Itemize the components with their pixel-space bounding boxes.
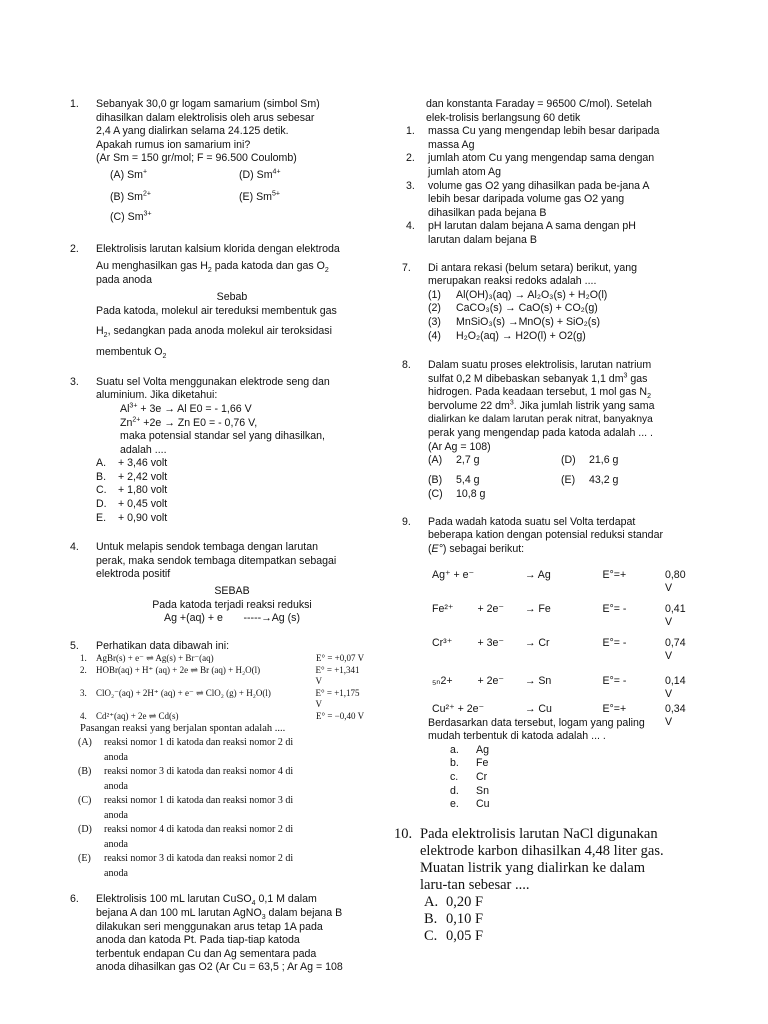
answer-option[interactable]: (D) 21,6 g xyxy=(561,454,619,467)
question-text: Pada wadah katoda suatu sel Volta terdapat xyxy=(428,515,636,528)
question-text: elektrode karbon dihasilkan 4,48 liter gas. xyxy=(420,842,664,859)
answer-option[interactable]: C. 0,05 F xyxy=(424,927,484,944)
question-text: Di antara rekasi (belum setara) berikut, yang xyxy=(428,261,638,274)
statement-option[interactable]: 1. massa Cu yang mengendap lebih besar daripada massa Ag xyxy=(406,125,660,151)
question-text: 2,4 A yang dialirkan selama 24.125 detik. xyxy=(96,125,289,138)
question-text: Muatan listrik yang dialirkan ke dalam xyxy=(420,859,646,876)
question-number: 8. xyxy=(402,359,411,372)
potential-row: Cr³⁺ + 3e⁻ → Cr E°= - 0,74 V xyxy=(432,636,686,663)
question-text: Pada katoda, molekul air tereduksi membentuk gas xyxy=(96,304,337,317)
question-text: laru-tan sebesar .... xyxy=(420,876,530,893)
answer-option[interactable]: e. Cu xyxy=(450,798,490,811)
statement-option[interactable]: 2. jumlah atom Cu yang mengendap sama dengan jumlah atom Ag xyxy=(406,152,655,178)
equation: $Al^{3+} + 3e \to Al$ E0 = - 1,66 V xyxy=(120,402,252,415)
left-column xyxy=(70,98,368,975)
answer-option[interactable]: (A) reaksi nomor 1 di katoda dan reaksi nomor 2 di anoda xyxy=(78,737,294,763)
potential-row: ₅ₙ2+ + 2e⁻ → Sn E°= - 0,14 V xyxy=(432,674,686,701)
equation: Ag +(aq) + e -----→Ag (s) xyxy=(164,612,300,625)
question-text: dihasilkan dalam elektrolisis oleh arus sebesar xyxy=(96,111,315,124)
answer-option[interactable]: d. Sn xyxy=(450,784,489,797)
answer-option[interactable]: (4) H₂O₂(aq) → H2O(l) + O2(g) xyxy=(428,329,586,342)
question-text: Pada elektrolisis larutan NaCl digunakan xyxy=(420,825,658,842)
question-6 xyxy=(70,893,368,975)
question-text: aluminium. Jika diketahui: xyxy=(96,389,218,402)
question-text: Apakah rumus ion samarium ini? xyxy=(96,138,251,151)
question-number: 5. xyxy=(70,639,79,652)
answer-option[interactable]: A. 0,20 F xyxy=(424,893,484,910)
potential-row: Ag⁺ + e⁻ → Ag E°=+ 0,80 V xyxy=(432,568,686,595)
question-4 xyxy=(70,541,368,626)
question-text: (E°) sebagai berikut: xyxy=(428,543,525,556)
reaction-row: 4. Cd²⁺(aq) + 2e ⇌ Cd(s) E° = −0,40 V xyxy=(80,710,365,721)
question-number: 1. xyxy=(70,98,79,110)
question-text: Au menghasilkan gas $H_2$ pada katoda dan gas $O_2$ xyxy=(96,260,329,275)
equation: $Zn^{2+} +2e \to Zn$ E0 = - 0,76 V, xyxy=(120,415,258,429)
answer-option[interactable]: (E) reaksi nomor 3 di katoda dan reaksi nomor 2 di anoda xyxy=(78,853,294,879)
question-number: 4. xyxy=(70,541,79,554)
question-text: mudah terbentuk di katoda adalah ... . xyxy=(428,730,606,743)
question-5 xyxy=(70,640,368,882)
question-text: hidrogen. Pada keadaan tersebut, 1 mol gas $N_2$ xyxy=(428,386,651,401)
question-text: Berdasarkan data tersebut, logam yang paling xyxy=(428,716,645,729)
answer-option[interactable]: (B) 5,4 g xyxy=(428,474,480,487)
question-7 xyxy=(402,262,694,344)
question-text: membentuk $O_2$ xyxy=(96,346,167,361)
sebab-label: Sebab xyxy=(216,291,248,304)
potential-row: Cu²⁺ + 2e⁻ → Cu E°=+ 0,34 V xyxy=(432,702,686,729)
answer-option[interactable]: (C) reaksi nomor 1 di katoda dan reaksi nomor 3 di anoda xyxy=(78,795,294,821)
right-column xyxy=(394,98,694,945)
answer-option[interactable]: (E) $Sm^{5+}$ xyxy=(239,190,280,203)
question-3 xyxy=(70,376,368,526)
sebab-label: SEBAB xyxy=(214,585,250,598)
answer-option[interactable]: A. + 3,46 volt xyxy=(96,457,168,470)
answer-option[interactable]: a. Ag xyxy=(450,743,489,756)
question-text: (Ar Ag = 108) xyxy=(428,440,491,453)
question-text: dialirkan ke dalam larutan perak nitrat, banyaknya xyxy=(428,414,653,426)
question-text: maka potensial standar sel yang dihasilkan, xyxy=(120,430,325,443)
answer-option[interactable]: E. + 0,90 volt xyxy=(96,511,168,524)
question-text: $H_2$, sedangkan pada anoda molekul air teroksidasi xyxy=(96,324,332,339)
question-text: bejana A dan 100 mL larutan AgNO$_3$ dalam bejana B xyxy=(96,907,343,922)
question-number: 6. xyxy=(70,893,79,906)
question-2 xyxy=(70,243,368,360)
question-text: elektroda positif xyxy=(96,568,171,581)
question-text: bervolume 22 $dm^3$. Jika jumlah listrik yang sama xyxy=(428,399,655,412)
question-6-continued xyxy=(402,98,694,248)
answer-option[interactable]: (1) Al(OH)₃(aq) → Al₂O₃(s) + H₂O(l) xyxy=(428,288,608,301)
question-text: Perhatikan data dibawah ini: xyxy=(96,639,230,652)
question-text: merupakan reaksi redoks adalah .... xyxy=(428,275,597,288)
reaction-row: 3. ClO₂⁻(aq) + 2H⁺ (aq) + e⁻ ⇌ ClO₂ (g) + H₂O(l) E° = +1,175 V xyxy=(80,687,360,710)
answer-option[interactable]: (B) reaksi nomor 3 di katoda dan reaksi nomor 4 di anoda xyxy=(78,766,294,792)
reaction-row: 1. AgBr(s) + e⁻ ⇌ Ag(s) + Br⁻(aq) E° = +0,07 V xyxy=(80,653,365,664)
question-text: anoda dan katoda Pt. Pada tiap-tiap katoda xyxy=(96,934,300,947)
answer-option[interactable]: (C) $Sm^{3+}$ xyxy=(110,210,152,223)
answer-option[interactable]: D. + 0,45 volt xyxy=(96,498,168,511)
question-text: anoda dihasilkan gas O2 (Ar Cu = 63,5 ; Ar Ag = 108 xyxy=(96,961,343,974)
answer-option[interactable]: (E) 43,2 g xyxy=(561,474,619,487)
question-8 xyxy=(402,359,694,502)
statement-option[interactable]: 3. volume gas O2 yang dihasilkan pada be-jana A lebih besar daripada volume gas O2 yang dihasilkan pada bejana B xyxy=(406,179,650,219)
statement-option[interactable]: 4. pH larutan dalam bejana A sama dengan pH larutan dalam bejana B xyxy=(406,220,636,246)
question-text: adalah .... xyxy=(120,443,167,456)
question-text: perak, maka sendok tembaga ditempatkan sebagai xyxy=(96,554,337,567)
question-text: Pasangan reaksi yang berjalan spontan adalah .... xyxy=(80,723,286,735)
question-text: Pada katoda terjadi reaksi reduksi xyxy=(152,598,312,611)
question-text: Sebanyak 30,0 gr logam samarium (simbol Sm) xyxy=(96,98,320,110)
question-1 xyxy=(70,98,368,225)
question-text: Dalam suatu proses elektrolisis, larutan natrium xyxy=(428,359,652,372)
question-number: 9. xyxy=(402,515,411,528)
answer-option[interactable]: (A) Sm+ xyxy=(110,168,148,181)
potential-row: Fe²⁺ + 2e⁻ → Fe E°= - 0,41 V xyxy=(432,602,686,629)
answer-option[interactable]: (D) $Sm^{4+}$ xyxy=(239,168,281,181)
question-text: Untuk melapis sendok tembaga dengan larutan xyxy=(96,541,319,554)
question-number: 7. xyxy=(402,261,411,274)
answer-option[interactable]: (3) MnSiO₃(s) →MnO(s) + SiO₂(s) xyxy=(428,315,601,328)
answer-option[interactable]: C. + 1,80 volt xyxy=(96,484,168,497)
question-text: dan konstanta Faraday = 96500 C/mol). Setelah xyxy=(426,98,652,110)
answer-option[interactable]: B. + 2,42 volt xyxy=(96,470,168,483)
question-text: terbentuk endapan Cu dan Ag sementara pada xyxy=(96,947,317,960)
answer-option[interactable]: (D) reaksi nomor 4 di katoda dan reaksi nomor 2 di anoda xyxy=(78,824,294,850)
question-text: dilakukan seri menggunakan arus tetap 1A pada xyxy=(96,920,323,933)
answer-option[interactable]: (B) $Sm^{2+}$ xyxy=(110,190,151,203)
question-text: Suatu sel Volta menggunakan elektrode seng dan xyxy=(96,375,330,388)
answer-option[interactable]: c. Cr xyxy=(450,771,488,783)
question-number: 10. xyxy=(394,825,413,842)
question-10 xyxy=(394,826,694,945)
question-text: perak yang mengendap pada katoda adalah ... . xyxy=(428,427,653,440)
question-text: elek-trolisis berlangsung 60 detik xyxy=(426,111,581,124)
question-text: (Ar Sm = 150 gr/mol; F = 96.500 Coulomb) xyxy=(96,152,297,165)
question-9 xyxy=(402,516,694,812)
question-number: 2. xyxy=(70,242,79,255)
question-text: pada anoda xyxy=(96,273,152,286)
answer-option[interactable]: (C) 10,8 g xyxy=(428,488,486,501)
answer-option[interactable]: B. 0,10 F xyxy=(424,910,484,927)
answer-option[interactable]: (2) CaCO₃(s) → CaO(s) + CO₂(g) xyxy=(428,302,598,315)
answer-option[interactable]: b. Fe xyxy=(450,757,489,770)
question-text: beberapa kation dengan potensial reduksi standar xyxy=(428,529,663,542)
answer-option[interactable]: (A) 2,7 g xyxy=(428,454,480,467)
question-text: Elektrolisis larutan kalsium klorida dengan elektroda xyxy=(96,242,340,255)
question-text: Elektrolisis 100 mL larutan CuSO$_4$ 0,1 M dalam xyxy=(96,893,317,908)
question-text: sulfat 0,2 M dibebaskan sebanyak 1,1 $dm^3$ gas xyxy=(428,372,648,385)
reaction-row: 2. HOBr(aq) + H⁺ (aq) + 2e ⇌ Br (aq) + H₂O(l) E° = +1,341 V xyxy=(80,664,360,687)
question-number: 3. xyxy=(70,375,79,388)
